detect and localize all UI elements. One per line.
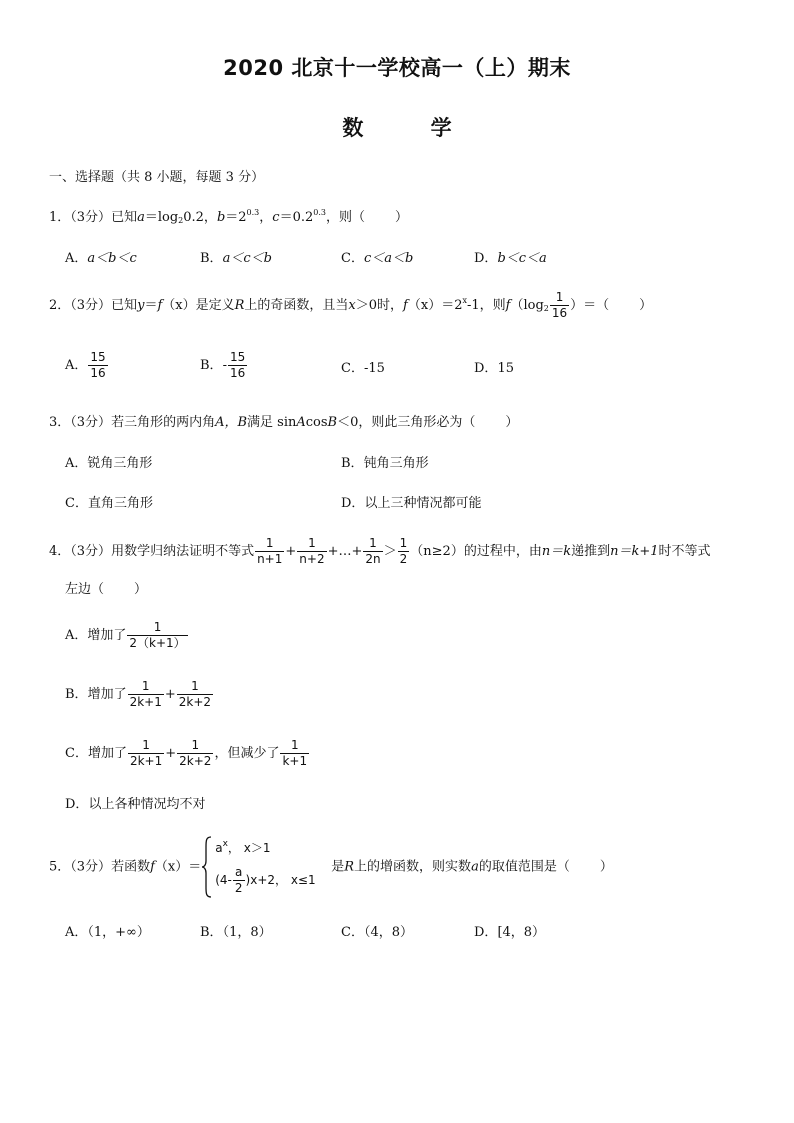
question-4-line2: 左边（ ） <box>65 582 148 597</box>
q3-option-d[interactable]: D．以上三种情况都可能 <box>341 496 482 511</box>
q4-option-d[interactable]: D．以上各种情况均不对 <box>65 797 206 812</box>
piecewise-function: $a^x$， x＞1 (4- $\frac{a}{2}$ )x+2， x≤1 <box>201 835 331 899</box>
q1-option-b[interactable]: B．a＜c＜b <box>200 251 272 266</box>
q5-option-d[interactable]: D．[4，8） <box>474 925 546 940</box>
subject-title: 数 学 <box>342 116 482 140</box>
q5-option-a[interactable]: A．（1，+∞） <box>65 925 150 940</box>
q2-option-d[interactable]: D．15 <box>474 361 514 376</box>
q4-option-b[interactable]: B．增加了 $\frac{1}{2k+1}$ + $\frac{1}{2k+2}$ <box>65 679 212 709</box>
question-1: 1．（3分）已知$a=\log_20.2$，$b=2^{0.3}$，$c=0.2^{0.3}$，则（ ） <box>49 208 409 225</box>
q3-option-c[interactable]: C．直角三角形 <box>65 496 153 511</box>
q2-fraction: $\frac{1}{16}$ <box>551 290 568 320</box>
q2-option-c[interactable]: C．-15 <box>341 361 385 376</box>
q5-option-b[interactable]: B．（1，8） <box>200 925 272 940</box>
q2-option-a[interactable]: A． $\frac{15}{16}$ <box>65 350 106 380</box>
q3-option-a[interactable]: A．锐角三角形 <box>65 456 153 471</box>
question-5: 5．（3分）若函数f（x）＝ $a^x$， x＞1 (4- $\frac{a}{2}$ )x+2， x≤1 是R上的增函数，则实数a的取值范围是（ ） <box>49 835 613 900</box>
question-3: 3．（3分）若三角形的两内角A，B满足 sinAcosB＜0，则此三角形必为（ ） <box>49 415 519 430</box>
q4-option-a[interactable]: A．增加了 $\frac{1}{2(k+1)}$ <box>65 620 186 650</box>
q4-option-c[interactable]: C．增加了 $\frac{1}{2k+1}$ + $\frac{1}{2k+2}$ ，但减少了 $\frac{1}{k+1}$ <box>65 738 308 768</box>
q1-option-c[interactable]: C．c＜a＜b <box>341 251 414 266</box>
question-4: 4．（3分）用数学归纳法证明不等式 $\frac{1}{n+1}$ + $\frac{1}{n+2}$ +…+ $\frac{1}{2n}$ ＞ $\frac{1}{2}$ （n≥2）的过程中，由n＝k递推到n＝k+1时不等式 <box>49 536 711 566</box>
page-title: 2020 北京十一学校高一（上）期末 <box>223 56 571 80</box>
q1-option-a[interactable]: A．a＜b＜c <box>65 251 137 266</box>
q3-option-b[interactable]: B．钝角三角形 <box>341 456 429 471</box>
q5-option-c[interactable]: C．（4，8） <box>341 925 413 940</box>
section-heading: 一、选择题（共 8 小题，每题 3 分） <box>49 170 265 185</box>
q2-option-b[interactable]: B．- $\frac{15}{16}$ <box>200 350 246 380</box>
left-brace-icon <box>201 835 213 899</box>
question-2: 2．（3分）已知y＝f（x）是定义R上的奇函数，且当x＞0时，$f(x)=2^x-1$，则$f(\log_2$ $\frac{1}{16}$ ）＝（ ） <box>49 290 653 320</box>
q1-option-d[interactable]: D．b＜c＜a <box>474 251 547 266</box>
